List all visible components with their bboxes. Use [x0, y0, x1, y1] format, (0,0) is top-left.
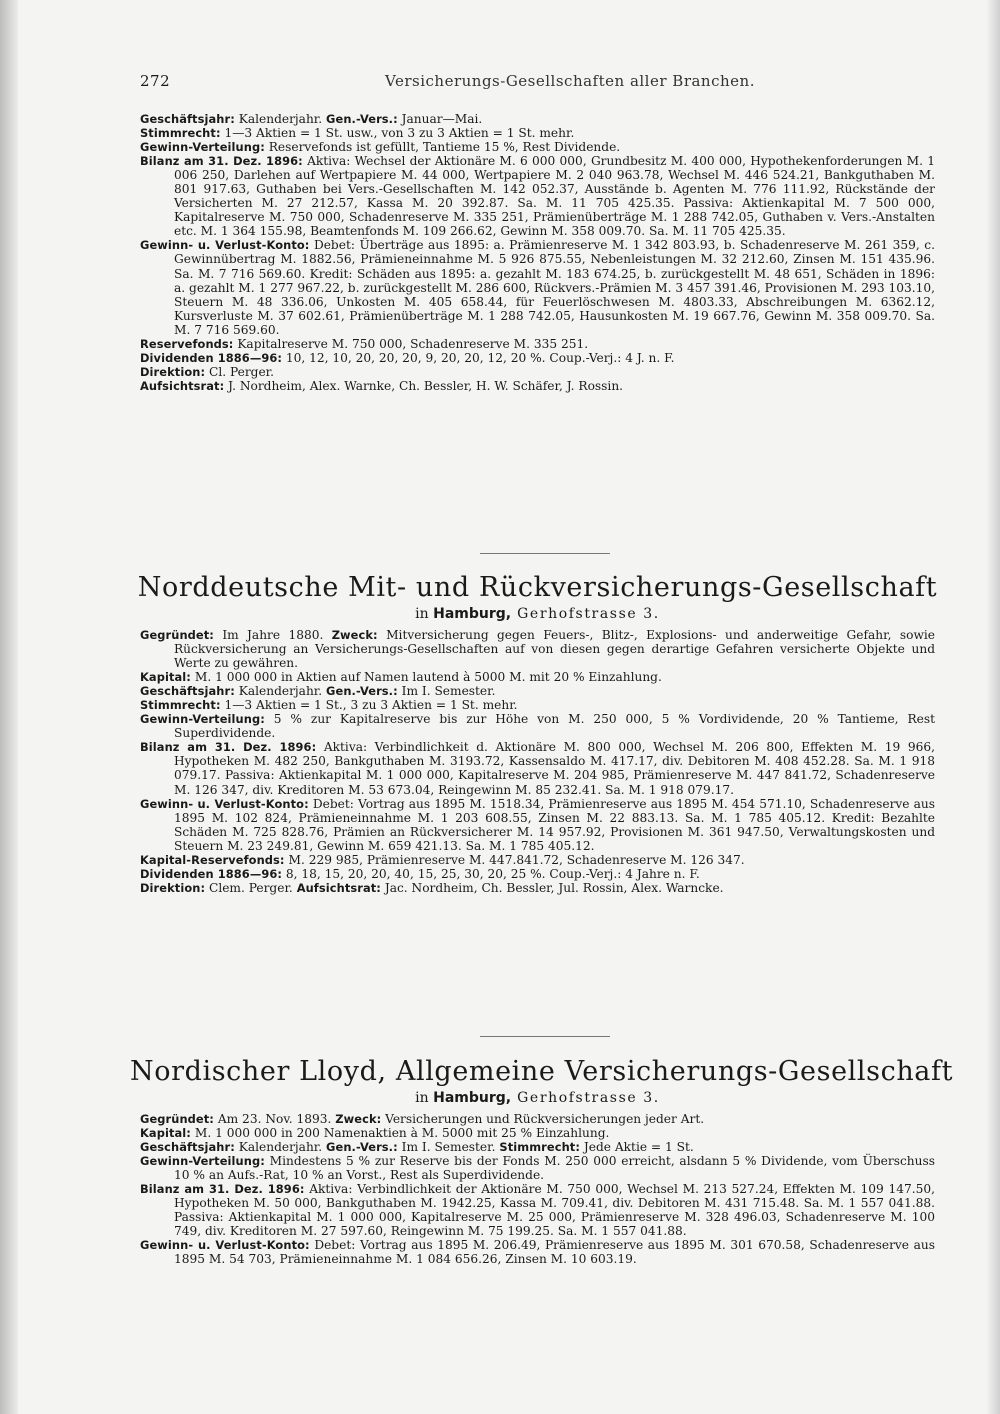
running-title: Versicherungs-Gesellschaften aller Branchen.: [385, 72, 755, 90]
section-previous-company: [140, 112, 935, 393]
entry-geschaeftsjahr: Geschäftsjahr: Kalenderjahr. Gen.-Vers.: Januar—Mai.: [140, 112, 483, 126]
entry-gewinn-verlust-konto: Gewinn- u. Verlust-Konto: Debet: Vortrag aus 1895 M. 1518.34, Prämienreserve aus 1895 M. 454 571.10, Schadenreserve aus 1895 M. 102 824, Prämieneinnahme M. 1 203 608.55, Zinsen M. 22 883.13. Sa. M. 1 785 405.12. Kredit: Bezahlte Schäden M. 725 828.76, Prämien an Rückversicherer M. 14 957.92, Provisionen M. 361 947.50, Verwaltungskosten und Steuern M. 23 249.81, Gewinn M. 659 421.13. Sa. M. 1 785 405.12.: [140, 796, 935, 853]
entry-bilanz: Bilanz am 31. Dez. 1896: Aktiva: Verbindlichkeit der Aktionäre M. 750 000, Wechsel M. 213 527.24, Effekten M. 109 147.50, Hypotheken M. 50 000, Bankguthaben M. 1942.25, Kassa M. 709.41, div. Debitoren M. 431 715.48. Sa. M. 1 557 041.88. Passiva: Aktienkapital M. 1 000 000, Kapitalreserve M. 25 000, Prämienreserve M. 328 496.03, Schadenreserve M. 100 749, div. Kreditoren M. 27 597.60, Reingewinn M. 75 199.25. Sa. M. 1 557 041.88.: [140, 1182, 936, 1239]
entry-gewinn-verteilung: Gewinn-Verteilung: Reservefonds ist gefüllt, Tantieme 15 %, Rest Dividende.: [140, 140, 621, 155]
section-divider: [480, 1036, 610, 1037]
entry-kapital: Kapital: M. 1 000 000 in Aktien auf Namen lautend à 5000 M. mit 20 % Einzahlung.: [140, 670, 662, 685]
company-title: Norddeutsche Mit- und Rückversicherungs-Gesellschaft: [137, 572, 938, 603]
entry-stimmrecht: Stimmrecht: 1—3 Aktien = 1 St., 3 zu 3 Aktien = 1 St. mehr.: [140, 698, 518, 713]
entry-dividenden: Dividenden 1886—96: 8, 18, 15, 20, 20, 40, 15, 25, 30, 20, 25 %. Coup.-Verj.: 4 Jahre n. F.: [140, 866, 700, 881]
entry-geschaeftsjahr: Geschäftsjahr: Kalenderjahr. Gen.-Vers.: Im I. Semester.: [140, 684, 496, 699]
entry-gewinn-verlust-konto: Gewinn- u. Verlust-Konto: Debet: Überträge aus 1895: a. Prämienreserve M. 1 342 803.93, b. Schadenreserve M. 261 359, c. Gewinnübertrag M. 1882.56, Prämieneinnahme M. 5 926 875.55, Nebenleistungen M. 32 212.60, Zinsen M. 151 435.96. Sa. M. 7 716 569.60. Kredit: Schäden aus 1895: a. gezahlt M. 183 674.25, b. zurückgestellt M. 48 651, Schäden in 1896: a. gezahlt M. 1 277 967.22, b. zurückgestellt M. 286 600, Rückvers.-Prämien M. 3 457 391.46, Provisionen M. 293 103.10, Steuern M. 48 336.06, Unkosten M. 405 658.44, für Feuerlöschwesen M. 4803.33, Abschreibungen M. 6362.12, Kursverluste M. 37 602.61, Prämienüberträge M. 1 288 742.05, Hausunkosten M. 19 667.76, Gewinn M. 358 009.70. Sa. M. 7 716 569.60.: [140, 238, 935, 337]
company-city: Hamburg,: [433, 606, 512, 622]
company-address: Gerhofstrasse 3.: [511, 1090, 660, 1106]
entry-kapital: Kapital: M. 1 000 000 in 200 Namenaktien à M. 5000 mit 25 % Einzahlung.: [140, 1126, 610, 1141]
page-number: 272: [140, 72, 171, 90]
company-location: in Hamburg, Gerhofstrasse 3.: [415, 1090, 660, 1106]
entry-reservefonds: Reservefonds: Kapitalreserve M. 750 000, Schadenreserve M. 335 251.: [140, 336, 589, 351]
entry-stimmrecht: Stimmrecht: 1—3 Aktien = 1 St. usw., von 3 zu 3 Aktien = 1 St. mehr.: [140, 126, 575, 141]
entry-bilanz: Bilanz am 31. Dez. 1896: Aktiva: Verbindlichkeit d. Aktionäre M. 800 000, Wechsel M. 206 800, Effekten M. 19 966, Hypotheken M. 482 250, Bankguthaben M. 3193.72, Kassensaldo M. 417.17, div. Debitoren M. 408 452.28. Sa. M. 1 918 079.17. Passiva: Aktienkapital M. 1 000 000, Kapitalreserve M. 204 985, Prämienreserve M. 447 841.72, Schadenreserve M. 126 347, div. Kreditoren M. 53 673.04, Reingewinn M. 85 232.41. Sa. M. 1 918 079.17.: [140, 740, 935, 797]
entry-direktion: Direktion: Cl. Perger.: [140, 364, 275, 379]
entry-geschaeftsjahr: Geschäftsjahr: Kalenderjahr. Gen.-Vers.: Im I. Semester. Stimmrecht: Jede Aktie = 1 St.: [140, 1140, 694, 1155]
company-location: in Hamburg, Gerhofstrasse 3.: [415, 606, 660, 622]
entry-direktion: Direktion: Clem. Perger. Aufsichtsrat: Jac. Nordheim, Ch. Bessler, Jul. Rossin, Alex. Warncke.: [140, 880, 724, 895]
section-nordischer-lloyd: [140, 1112, 935, 1267]
company-address: Gerhofstrasse 3.: [511, 606, 660, 622]
entry-gewinn-verlust-konto: Gewinn- u. Verlust-Konto: Debet: Vortrag aus 1895 M. 206.49, Prämienreserve aus 1895 M. 301 670.58, Schadenreserve aus 1895 M. 54 703, Prämieneinnahme M. 1 084 656.26, Zinsen M. 10 603.19.: [140, 1238, 936, 1267]
entry-bilanz: Bilanz am 31. Dez. 1896: Aktiva: Wechsel der Aktionäre M. 6 000 000, Grundbesitz M. 400 000, Hypothekenforderungen M. 1 006 250, Darlehen auf Wertpapiere M. 44 000, Wertpapiere M. 2 040 963.78, Wechsel M. 446 524.21, Bankguthaben M. 801 917.63, Guthaben bei Vers.-Gesellschaften M. 142 052.37, Ausstände b. Agenten M. 776 111.92, Rückstände der Versicherten M. 27 212.57, Kassa M. 20 392.87. Sa. M. 11 705 425.35. Passiva: Aktienkapital M. 7 500 000, Kapitalreserve M. 750 000, Schadenreserve M. 335 251, Prämienüberträge M. 1 288 742.05, Guthaben v. Vers.-Anstalten etc. M. 1 364 155.98, Beamtenfonds M. 109 266.62, Gewinn M. 358 009.70. Sa. M. 11 705 425.35.: [140, 154, 935, 239]
entry-kapital-reservefonds: Kapital-Reservefonds: M. 229 985, Prämienreserve M. 447.841.72, Schadenreserve M. 126 347.: [140, 852, 745, 867]
entry-aufsichtsrat: Aufsichtsrat: J. Nordheim, Alex. Warnke, Ch. Bessler, H. W. Schäfer, J. Rossin.: [140, 378, 624, 393]
company-title: Nordischer Lloyd, Allgemeine Versicherungs-Gesellschaft: [130, 1056, 954, 1087]
running-header: [140, 72, 930, 94]
entry-gewinn-verteilung: Gewinn-Verteilung: 5 % zur Kapitalreserve bis zur Höhe von M. 250 000, 5 % Vordividende, 20 % Tantieme, Rest Superdividende.: [140, 712, 935, 741]
entry-gegruendet: Gegründet: Im Jahre 1880. Zweck: Mitversicherung gegen Feuers-, Blitz-, Explosions- und anderweitige Gefahr, sowie Rückversicherung an Versicherungs-Gesellschaften auf von diesen gegen derartige Gefahren versicherte Objekte und Werte zu gewähren.: [140, 628, 935, 671]
entry-gewinn-verteilung: Gewinn-Verteilung: Mindestens 5 % zur Reserve bis der Fonds M. 250 000 erreicht, alsdann 5 % Dividende, vom Überschuss 10 % an Aufs.-Rat, 10 % an Vorst., Rest als Superdividende.: [140, 1154, 935, 1183]
company-city: Hamburg,: [433, 1090, 512, 1106]
entry-gegruendet: Gegründet: Am 23. Nov. 1893. Zweck: Versicherungen und Rückversicherungen jeder Art.: [140, 1112, 705, 1126]
entry-dividenden: Dividenden 1886—96: 10, 12, 10, 20, 20, 20, 9, 20, 20, 12, 20 %. Coup.-Verj.: 4 J. n. F.: [140, 350, 675, 365]
section-norddeutsche: [140, 628, 935, 895]
section-divider: [480, 553, 610, 554]
